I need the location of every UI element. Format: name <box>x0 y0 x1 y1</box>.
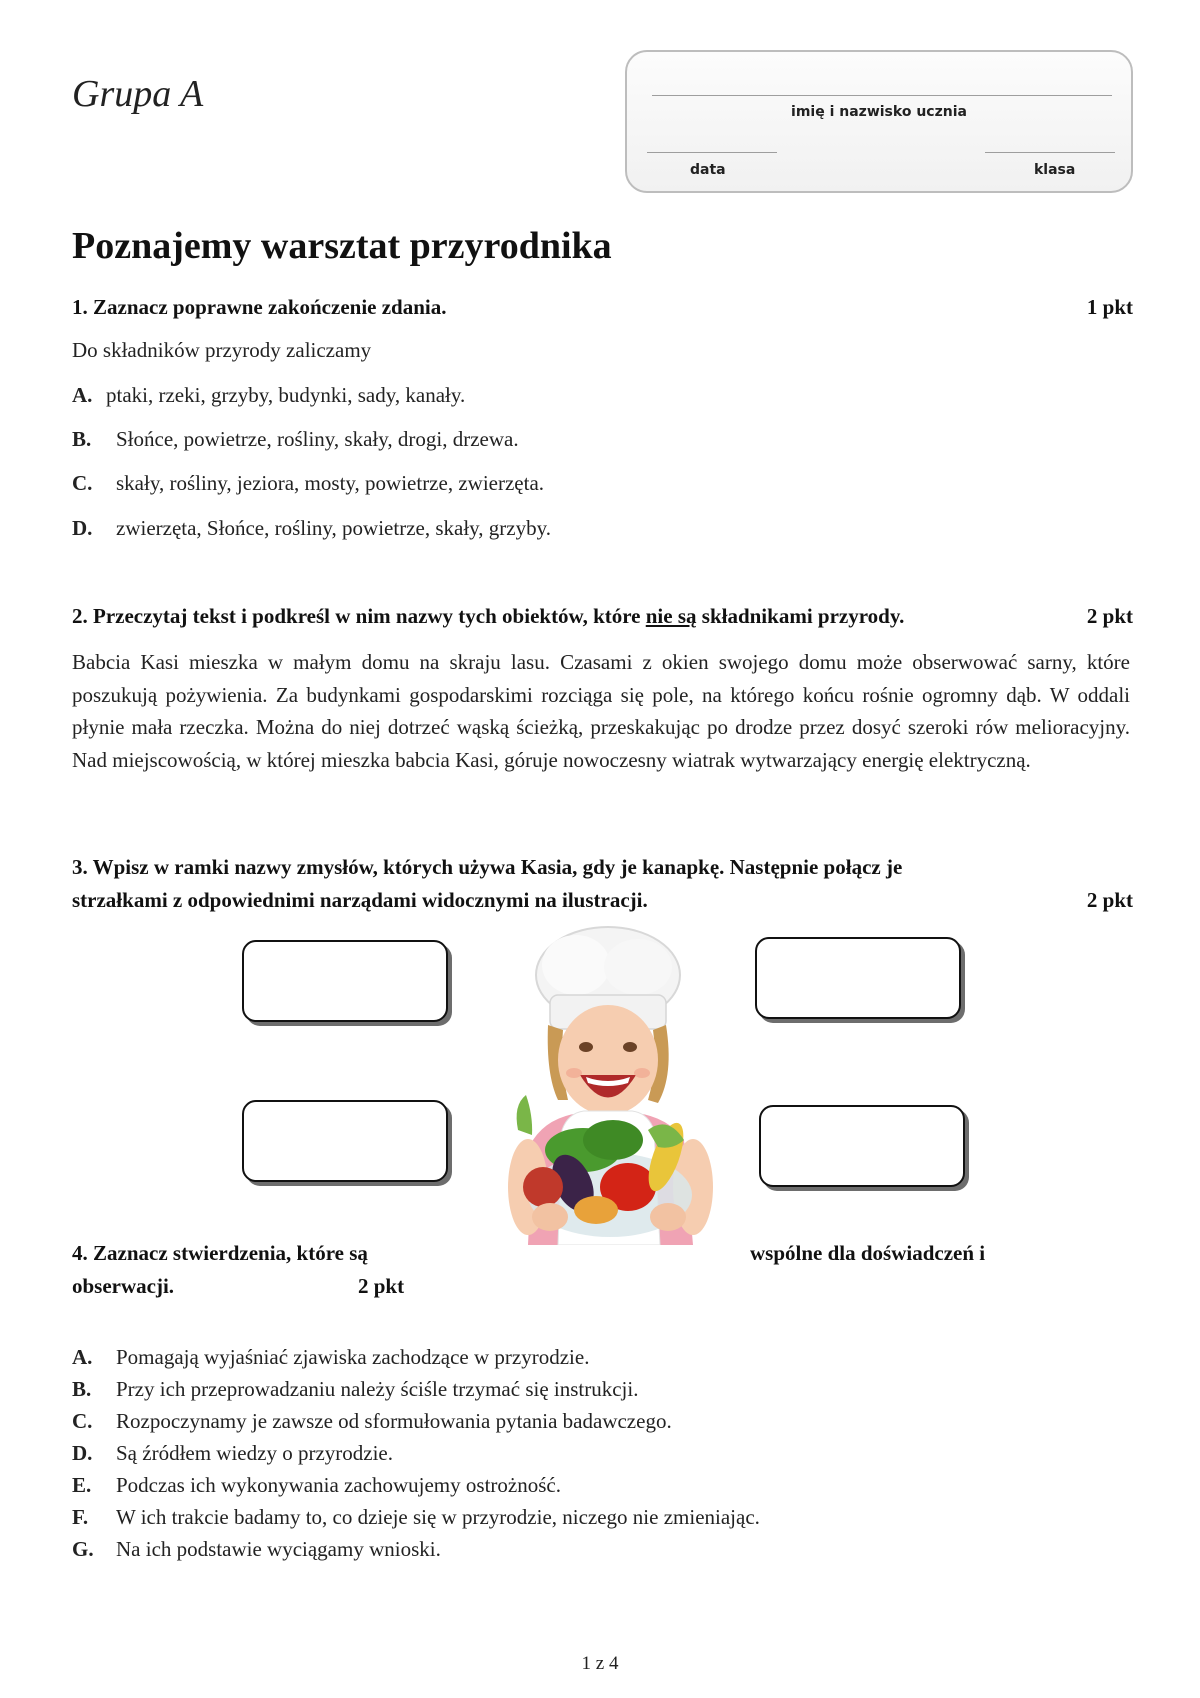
q4-option-d[interactable] <box>72 1441 393 1466</box>
option-letter: G. <box>72 1537 94 1561</box>
q2-points: 2 pkt <box>1086 604 1133 628</box>
girl-with-vegetables-illustration <box>488 925 733 1245</box>
q4-heading-part3: obserwacji. <box>72 1274 175 1298</box>
q4-heading-part1: 4. Zaznacz stwierdzenia, które są <box>72 1241 368 1265</box>
q3-heading-line1: 3. Wpisz w ramki nazwy zmysłów, których używa Kasia, gdy je kanapkę. Następnie połącz je <box>72 855 903 879</box>
option-text: Podczas ich wykonywania zachowujemy ostrożność. <box>116 1473 561 1497</box>
option-text: Pomagają wyjaśniać zjawiska zachodzące w przyrodzie. <box>116 1345 590 1369</box>
date-label: data <box>690 162 726 178</box>
q4-heading-part2: wspólne dla doświadczeń i <box>750 1241 986 1265</box>
option-text: zwierzęta, Słońce, rośliny, powietrze, skały, grzyby. <box>116 516 552 540</box>
q3-heading-line2: strzałkami z odpowiednimi narządami widocznymi na ilustracji. <box>72 888 648 912</box>
option-letter: C. <box>72 1409 93 1433</box>
name-line[interactable] <box>652 95 1112 96</box>
q2-reading-text[interactable]: Babcia Kasi mieszka w małym domu na skraju lasu. Czasami z okien swojego domu może obserwować sarny, które poszukują pożywienia. Za budynkami gospodarskimi rozciąga się pole, na którego końcu rośnie ogromny dąb. W oddali płynie mała rzeczka. Można do niej dotrzeć wąską ścieżką, przeskakując po drodze przez dosyć szeroki rów melioracyjny. Nad miejscowością, w której mieszka babcia Kasi, góruje nowoczesny wiatrak wytwarzający energię elektryczną. <box>72 650 1130 772</box>
q1-option-c[interactable] <box>72 471 544 496</box>
q2-heading-part: 2. Przeczytaj tekst i podkreśl w nim nazwy tych obiektów, które <box>72 604 646 628</box>
q4-option-f[interactable] <box>72 1505 760 1530</box>
q4-points: 2 pkt <box>358 1274 405 1298</box>
option-letter: B. <box>72 1377 92 1401</box>
class-line[interactable] <box>985 152 1115 153</box>
option-letter: E. <box>72 1473 92 1497</box>
option-text: Rozpoczynamy je zawsze od sformułowania pytania badawczego. <box>116 1409 672 1433</box>
sense-answer-box-1[interactable] <box>242 940 448 1022</box>
date-line[interactable] <box>647 152 777 153</box>
option-letter: B. <box>72 427 92 451</box>
page-title: Poznajemy warsztat przyrodnika <box>72 225 612 267</box>
q4-option-c[interactable] <box>72 1409 672 1434</box>
name-label: imię i nazwisko ucznia <box>791 104 967 120</box>
q3-points: 2 pkt <box>1086 888 1133 912</box>
option-letter: D. <box>72 516 93 540</box>
option-letter: A. <box>72 383 93 407</box>
group-label: Grupa A <box>72 73 204 115</box>
student-info-box <box>625 50 1133 193</box>
option-text: Przy ich przeprowadzaniu należy ściśle trzymać się instrukcji. <box>116 1377 639 1401</box>
option-text: ptaki, rzeki, grzyby, budynki, sady, kanały. <box>106 383 466 407</box>
option-text: Słońce, powietrze, rośliny, skały, drogi, drzewa. <box>116 427 519 451</box>
q2-heading <box>72 604 904 629</box>
sense-answer-box-2[interactable] <box>755 937 961 1019</box>
option-letter: A. <box>72 1345 93 1369</box>
option-letter: F. <box>72 1505 89 1529</box>
option-text: skały, rośliny, jeziora, mosty, powietrze, zwierzęta. <box>116 471 545 495</box>
q1-option-d[interactable] <box>72 516 551 541</box>
sense-answer-box-3[interactable] <box>242 1100 448 1182</box>
option-text: Są źródłem wiedzy o przyrodzie. <box>116 1441 393 1465</box>
q1-points: 1 pkt <box>1086 295 1133 319</box>
sense-answer-box-4[interactable] <box>759 1105 965 1187</box>
option-text: Na ich podstawie wyciągamy wnioski. <box>116 1537 441 1561</box>
option-text: W ich trakcie badamy to, co dzieje się w przyrodzie, niczego nie zmieniając. <box>116 1505 760 1529</box>
option-letter: C. <box>72 471 93 495</box>
q4-option-b[interactable] <box>72 1377 638 1402</box>
page-number: 1 z 4 <box>581 1653 619 1674</box>
q4-option-a[interactable] <box>72 1345 589 1370</box>
q1-option-b[interactable] <box>72 427 519 452</box>
q2-heading-part: składnikami przyrody. <box>696 604 905 628</box>
q4-option-g[interactable] <box>72 1537 441 1562</box>
option-letter: D. <box>72 1441 93 1465</box>
q1-heading: 1. Zaznacz poprawne zakończenie zdania. <box>72 295 447 319</box>
q1-option-a[interactable] <box>72 383 465 408</box>
class-label: klasa <box>1034 162 1076 178</box>
q4-option-e[interactable] <box>72 1473 561 1498</box>
q1-stem: Do składników przyrody zaliczamy <box>72 338 372 362</box>
q2-heading-emphasis: nie są <box>645 604 697 628</box>
